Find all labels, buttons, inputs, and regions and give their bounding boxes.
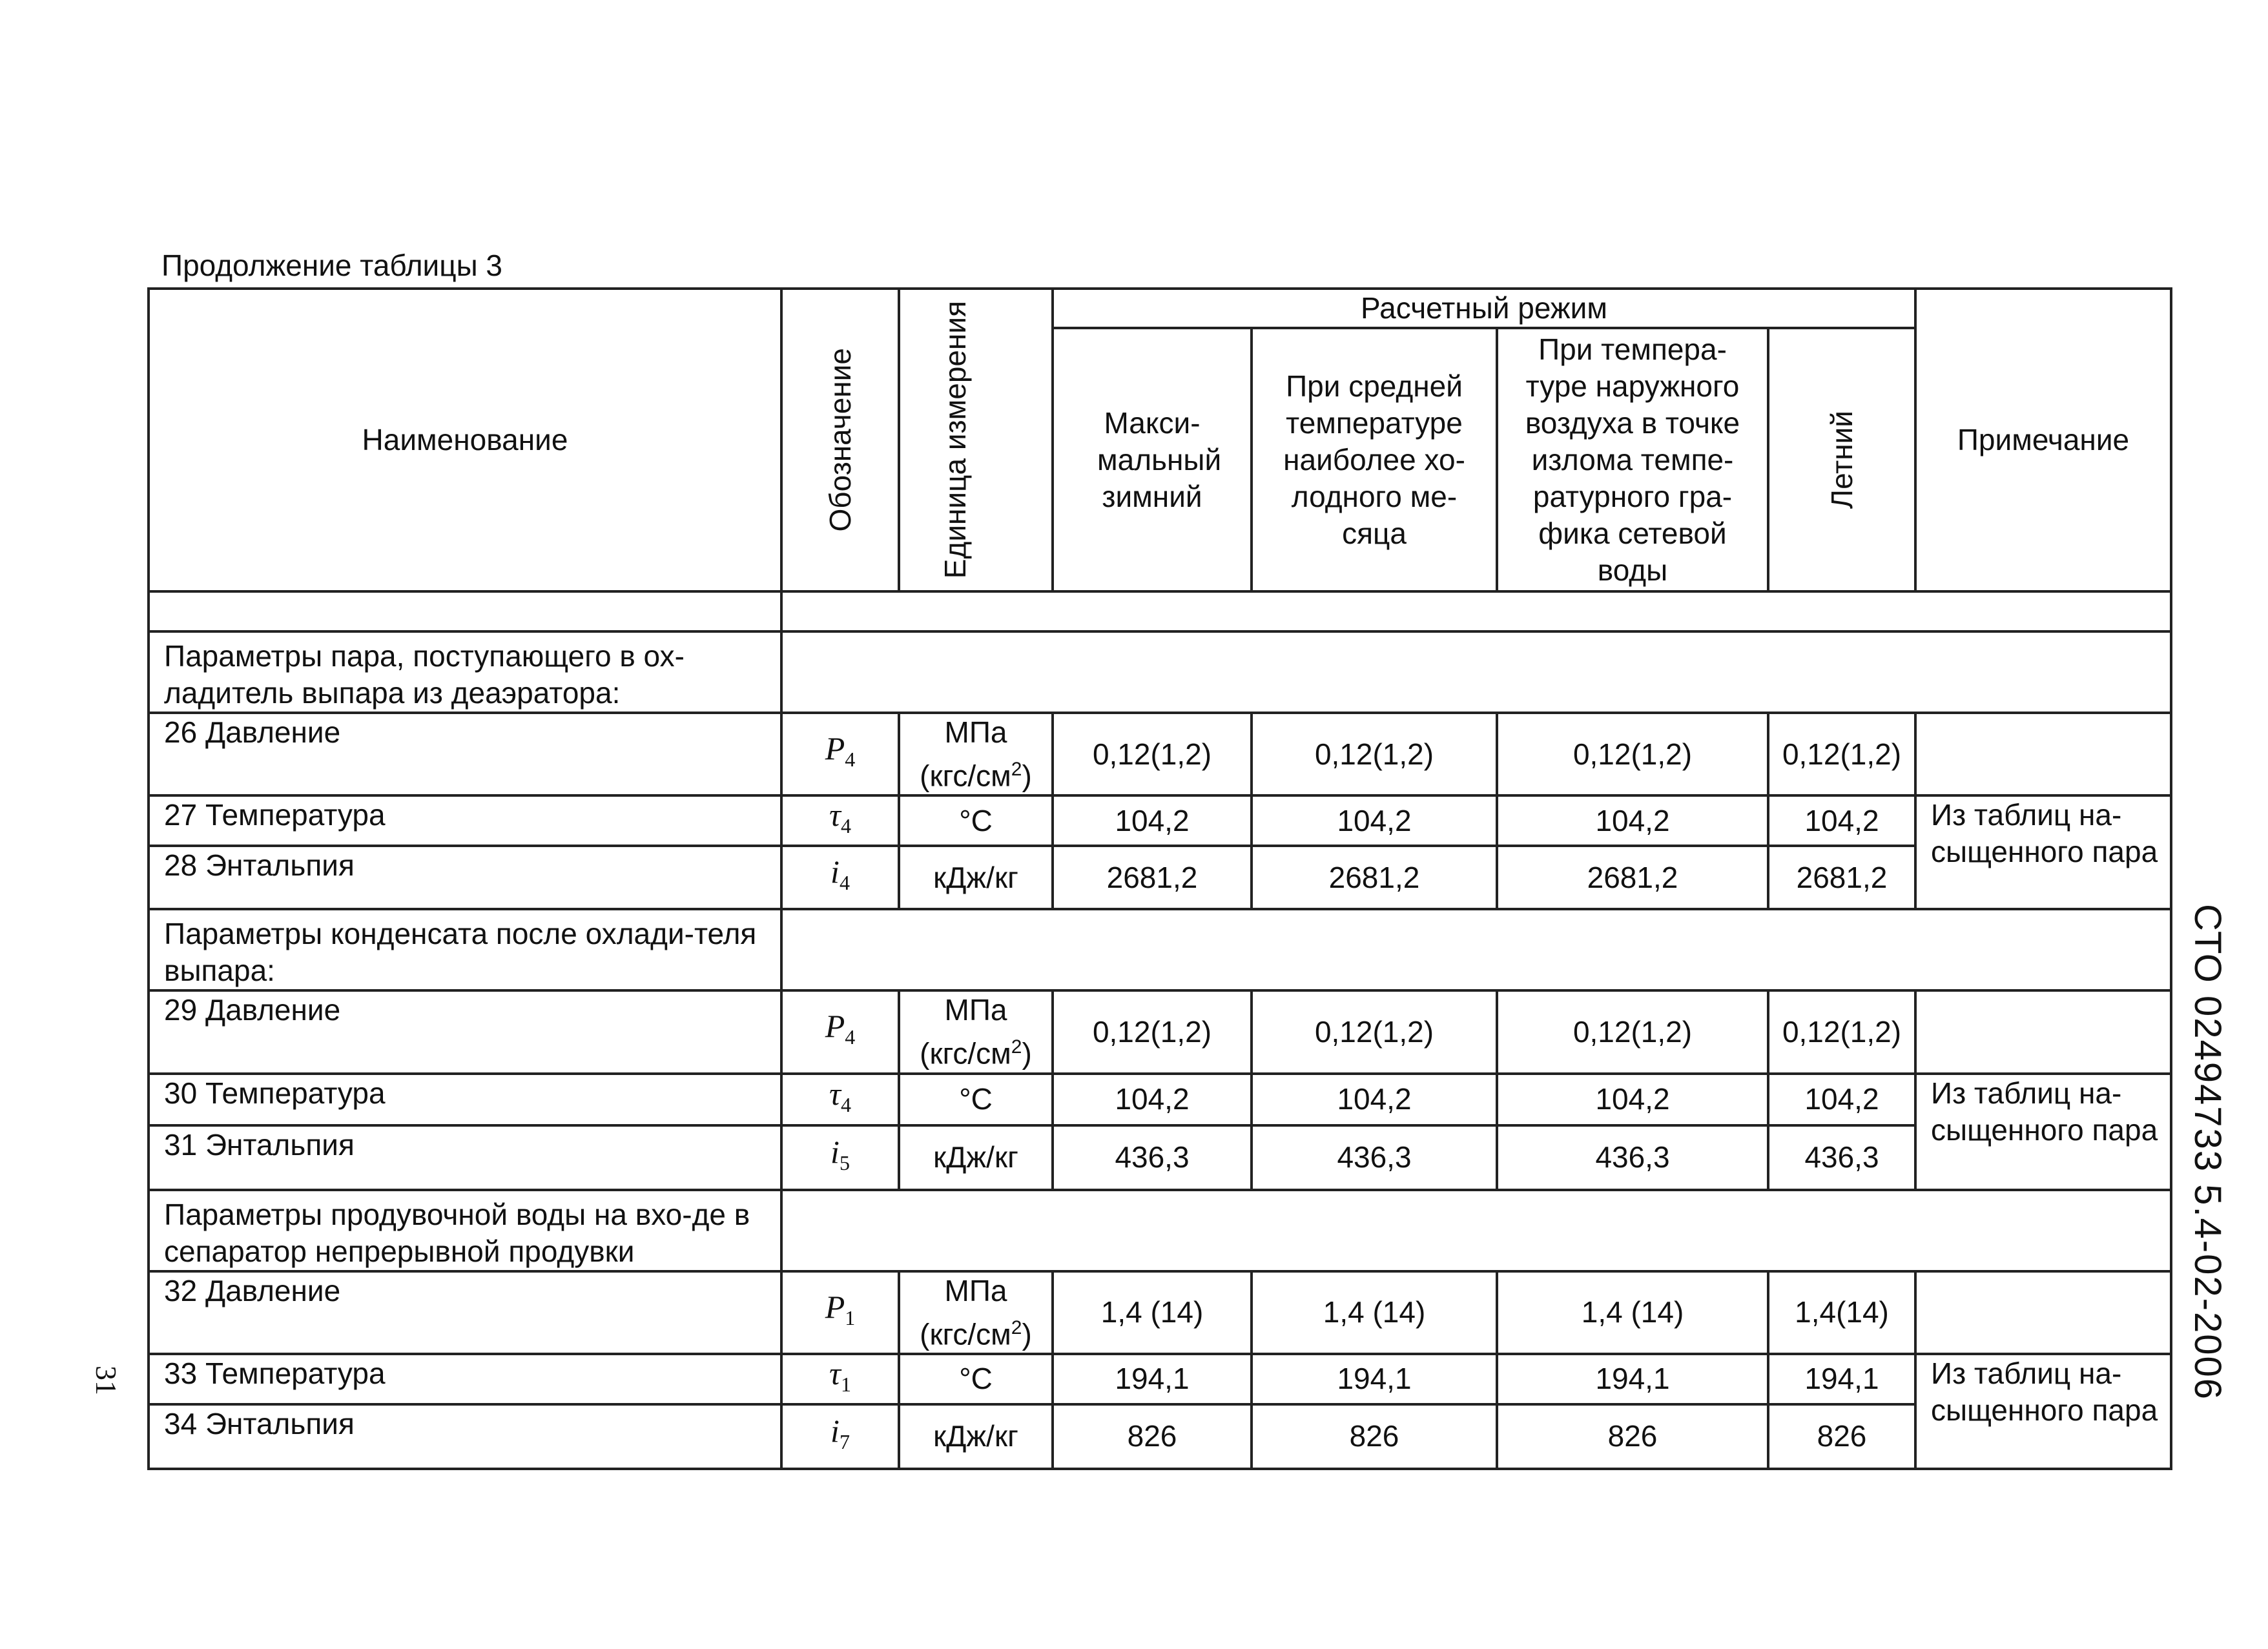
param-symbol (781, 990, 899, 1073)
note-blank (1915, 1271, 2171, 1354)
value-mode3: 194,1 (1497, 1354, 1768, 1404)
value-mode3: 2681,2 (1497, 846, 1768, 909)
header-mode-avg-cold-label: При средней температуре наиболее хо-лодного ме-сяца (1283, 369, 1465, 550)
value-mode1: 436,3 (1053, 1125, 1252, 1190)
symbol-letter: i (830, 854, 840, 890)
symbol-index: 7 (839, 1429, 850, 1453)
param-unit (899, 1271, 1053, 1354)
document-code: СТО 02494733 5.4-02-2006 (2187, 904, 2229, 1400)
value-mode3: 104,2 (1497, 795, 1768, 846)
param-unit: кДж/кг (899, 1404, 1053, 1469)
param-unit: °С (899, 1074, 1053, 1125)
symbol-letter: τ (829, 1355, 841, 1391)
symbol-letter: τ (829, 1075, 841, 1112)
value-mode4: 104,2 (1768, 795, 1915, 846)
param-unit: °С (899, 795, 1053, 846)
group-blank (781, 909, 2171, 990)
group-title: Параметры продувочной воды на вхо-де в сепаратор непрерывной продувки (149, 1190, 781, 1271)
param-name: 26 Давление (149, 713, 781, 795)
param-name: 28 Энтальпия (149, 846, 781, 909)
value-mode2: 0,12(1,2) (1252, 990, 1497, 1073)
value-mode4: 0,12(1,2) (1768, 713, 1915, 795)
unit-alt-sup: 2 (1011, 1316, 1022, 1338)
note-cell: Из таблиц на-сыщенного пара (1915, 1354, 2171, 1469)
param-unit (899, 713, 1053, 795)
symbol-index: 4 (840, 1092, 851, 1116)
header-mode-avg-cold (1252, 328, 1497, 591)
header-unit (899, 289, 1053, 591)
param-name: 29 Давление (149, 990, 781, 1073)
table-row (149, 1271, 2171, 1354)
table-row (149, 1074, 2171, 1125)
symbol-index: 1 (845, 1306, 856, 1329)
symbol-index: 4 (840, 814, 851, 838)
table-caption: Продолжение таблицы 3 (161, 249, 503, 282)
table-row (149, 713, 2171, 795)
param-symbol (781, 1074, 899, 1125)
symbol-letter: P (825, 730, 845, 767)
param-unit: °С (899, 1354, 1053, 1404)
spacer-cell (149, 591, 781, 631)
unit-alt-sup: 2 (1011, 1036, 1022, 1058)
header-mode-group: Расчетный режим (1053, 289, 1915, 328)
param-name: 27 Температура (149, 795, 781, 846)
value-mode3: 436,3 (1497, 1125, 1768, 1190)
note-blank (1915, 713, 2171, 795)
param-symbol (781, 1354, 899, 1404)
value-mode2: 104,2 (1252, 1074, 1497, 1125)
unit-main: МПа (944, 1273, 1007, 1307)
param-name: 34 Энтальпия (149, 1404, 781, 1469)
header-name: Наименование (149, 289, 781, 591)
note-cell: Из таблиц на-сыщенного пара (1915, 795, 2171, 909)
value-mode1: 104,2 (1053, 795, 1252, 846)
param-symbol (781, 713, 899, 795)
header-mode-break-point-label: При темпера-туре наружного воздуха в точке излома темпе-ратурного гра-фика сетевой воды (1525, 332, 1740, 587)
table-row (149, 795, 2171, 846)
param-name: 30 Температура (149, 1074, 781, 1125)
unit-alt-close: ) (1022, 1316, 1032, 1351)
value-mode2: 1,4 (14) (1252, 1271, 1497, 1354)
table-row (149, 1125, 2171, 1190)
value-mode3: 1,4 (14) (1497, 1271, 1768, 1354)
header-note: Примечание (1915, 289, 2171, 591)
header-mode-summer (1768, 328, 1915, 591)
table-row (149, 846, 2171, 909)
header-mode-break-point (1497, 328, 1768, 591)
value-mode2: 104,2 (1252, 795, 1497, 846)
symbol-letter: i (830, 1412, 840, 1449)
group-blank (781, 631, 2171, 713)
header-designation-label: Обозначение (823, 348, 857, 532)
param-symbol (781, 1125, 899, 1190)
data-table (147, 287, 2172, 1470)
param-name: 32 Давление (149, 1271, 781, 1354)
unit-main: МПа (944, 993, 1007, 1027)
value-mode4: 0,12(1,2) (1768, 990, 1915, 1073)
table-row (149, 990, 2171, 1073)
group-row (149, 631, 2171, 713)
value-mode1: 0,12(1,2) (1053, 990, 1252, 1073)
symbol-index: 4 (839, 871, 850, 895)
value-mode3: 0,12(1,2) (1497, 713, 1768, 795)
value-mode2: 436,3 (1252, 1125, 1497, 1190)
value-mode4: 826 (1768, 1404, 1915, 1469)
unit-alt: (кгс/см (920, 1036, 1011, 1070)
value-mode3: 826 (1497, 1404, 1768, 1469)
header-mode-max-winter-label: Макси-мальный зимний (1097, 405, 1222, 513)
unit-alt: (кгс/см (920, 1316, 1011, 1351)
symbol-letter: i (830, 1133, 840, 1170)
unit-alt-close: ) (1022, 1036, 1032, 1070)
group-row (149, 909, 2171, 990)
symbol-index: 4 (845, 748, 856, 772)
value-mode1: 1,4 (14) (1053, 1271, 1252, 1354)
param-name: 33 Температура (149, 1354, 781, 1404)
value-mode2: 0,12(1,2) (1252, 713, 1497, 795)
value-mode3: 0,12(1,2) (1497, 990, 1768, 1073)
param-unit: кДж/кг (899, 1125, 1053, 1190)
value-mode1: 0,12(1,2) (1053, 713, 1252, 795)
unit-alt-close: ) (1022, 759, 1032, 793)
value-mode1: 104,2 (1053, 1074, 1252, 1125)
symbol-letter: τ (829, 797, 841, 834)
value-mode4: 104,2 (1768, 1074, 1915, 1125)
header-unit-label: Единица измерения (938, 301, 972, 579)
value-mode4: 436,3 (1768, 1125, 1915, 1190)
param-symbol (781, 1404, 899, 1469)
value-mode2: 2681,2 (1252, 846, 1497, 909)
value-mode2: 826 (1252, 1404, 1497, 1469)
param-symbol (781, 846, 899, 909)
table-row (149, 1404, 2171, 1469)
param-unit (899, 990, 1053, 1073)
note-blank (1915, 990, 2171, 1073)
value-mode2: 194,1 (1252, 1354, 1497, 1404)
symbol-index: 1 (840, 1372, 851, 1396)
param-symbol (781, 795, 899, 846)
page-number: 31 (90, 1366, 123, 1395)
unit-alt: (кгс/см (920, 759, 1011, 793)
table-row (149, 1354, 2171, 1404)
value-mode1: 826 (1053, 1404, 1252, 1469)
value-mode4: 2681,2 (1768, 846, 1915, 909)
param-unit: кДж/кг (899, 846, 1053, 909)
spacer-cell-wide (781, 591, 2171, 631)
group-row (149, 1190, 2171, 1271)
group-title: Параметры пара, поступающего в ох-ладитель выпара из деаэратора: (149, 631, 781, 713)
unit-main: МПа (944, 715, 1007, 749)
param-name: 31 Энтальпия (149, 1125, 781, 1190)
header-mode-summer-label: Летний (1824, 410, 1859, 509)
group-blank (781, 1190, 2171, 1271)
value-mode4: 194,1 (1768, 1354, 1915, 1404)
header-mode-max-winter (1053, 328, 1252, 591)
group-title: Параметры конденсата после охлади-теля выпара: (149, 909, 781, 990)
param-symbol (781, 1271, 899, 1354)
symbol-letter: P (825, 1288, 845, 1325)
symbol-letter: P (825, 1008, 845, 1045)
symbol-index: 5 (839, 1151, 850, 1174)
spacer-row (149, 591, 2171, 631)
value-mode1: 2681,2 (1053, 846, 1252, 909)
unit-alt-sup: 2 (1011, 759, 1022, 780)
symbol-index: 4 (845, 1025, 856, 1049)
note-cell: Из таблиц на-сыщенного пара (1915, 1074, 2171, 1190)
header-designation (781, 289, 899, 591)
value-mode4: 1,4(14) (1768, 1271, 1915, 1354)
value-mode3: 104,2 (1497, 1074, 1768, 1125)
value-mode1: 194,1 (1053, 1354, 1252, 1404)
